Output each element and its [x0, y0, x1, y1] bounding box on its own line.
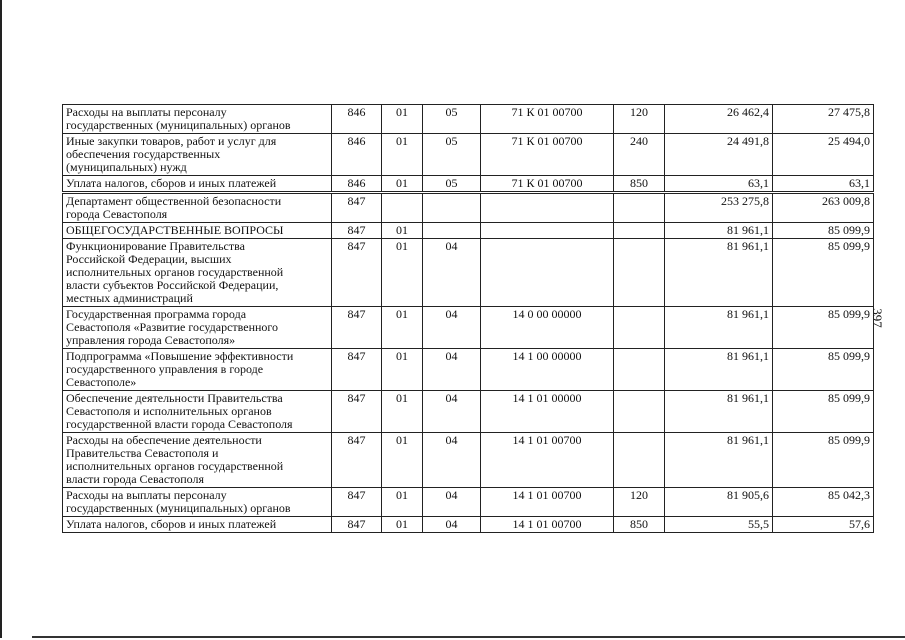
cell-amount-year1: 81 961,1 [665, 239, 773, 307]
budget-table-body [63, 105, 874, 533]
cell-admin-code: 847 [332, 488, 382, 517]
cell-target-article: 14 1 01 00700 [481, 433, 614, 488]
table-row [63, 517, 874, 533]
cell-admin-code: 846 [332, 176, 382, 193]
cell-expense-type [614, 349, 665, 391]
cell-name: Подпрограмма «Повышение эффективности государственного управления в городе Севастополе» [63, 349, 332, 391]
cell-section: 01 [382, 134, 423, 176]
cell-amount-year2: 85 099,9 [773, 391, 874, 433]
cell-amount-year1: 26 462,4 [665, 105, 773, 134]
cell-admin-code: 847 [332, 349, 382, 391]
cell-admin-code: 847 [332, 239, 382, 307]
cell-subsection: 05 [423, 134, 481, 176]
cell-amount-year1: 253 275,8 [665, 193, 773, 223]
table-row [63, 239, 874, 307]
cell-admin-code: 847 [332, 193, 382, 223]
cell-target-article: 71 К 01 00700 [481, 176, 614, 193]
cell-subsection: 04 [423, 307, 481, 349]
cell-subsection [423, 223, 481, 239]
cell-amount-year2: 25 494,0 [773, 134, 874, 176]
budget-table [62, 104, 874, 533]
cell-admin-code: 847 [332, 391, 382, 433]
cell-name: Уплата налогов, сборов и иных платежей [63, 176, 332, 193]
cell-section: 01 [382, 239, 423, 307]
cell-amount-year1: 55,5 [665, 517, 773, 533]
cell-section: 01 [382, 307, 423, 349]
cell-section: 01 [382, 349, 423, 391]
cell-target-article: 14 1 01 00700 [481, 488, 614, 517]
cell-amount-year2: 57,6 [773, 517, 874, 533]
cell-subsection: 04 [423, 349, 481, 391]
cell-subsection [423, 193, 481, 223]
cell-name: Обеспечение деятельности Правительства Севастополя и исполнительных органов государственной власти города Севастополя [63, 391, 332, 433]
cell-amount-year2: 85 042,3 [773, 488, 874, 517]
cell-subsection: 04 [423, 488, 481, 517]
cell-expense-type [614, 307, 665, 349]
cell-target-article: 14 0 00 00000 [481, 307, 614, 349]
cell-expense-type: 850 [614, 517, 665, 533]
table-row [63, 105, 874, 134]
cell-amount-year1: 63,1 [665, 176, 773, 193]
cell-amount-year2: 85 099,9 [773, 433, 874, 488]
cell-amount-year2: 263 009,8 [773, 193, 874, 223]
cell-admin-code: 847 [332, 307, 382, 349]
cell-target-article [481, 193, 614, 223]
cell-subsection: 05 [423, 105, 481, 134]
cell-admin-code: 847 [332, 517, 382, 533]
cell-name: ОБЩЕГОСУДАРСТВЕННЫЕ ВОПРОСЫ [63, 223, 332, 239]
cell-amount-year2: 63,1 [773, 176, 874, 193]
cell-section: 01 [382, 391, 423, 433]
cell-name: Уплата налогов, сборов и иных платежей [63, 517, 332, 533]
cell-section: 01 [382, 223, 423, 239]
scan-bottom-line [32, 636, 905, 638]
cell-amount-year2: 85 099,9 [773, 307, 874, 349]
cell-expense-type: 120 [614, 105, 665, 134]
page-number: 397 [870, 308, 885, 328]
cell-section: 01 [382, 105, 423, 134]
cell-section [382, 193, 423, 223]
cell-target-article [481, 223, 614, 239]
cell-amount-year2: 27 475,8 [773, 105, 874, 134]
cell-expense-type: 120 [614, 488, 665, 517]
cell-name: Расходы на выплаты персоналу государственных (муниципальных) органов [63, 105, 332, 134]
cell-amount-year2: 85 099,9 [773, 239, 874, 307]
cell-admin-code: 846 [332, 105, 382, 134]
cell-name: Функционирование Правительства Российской Федерации, высших исполнительных органов государственной власти субъектов Российской Федерации, местных администраций [63, 239, 332, 307]
cell-target-article: 14 1 00 00000 [481, 349, 614, 391]
cell-amount-year1: 81 961,1 [665, 349, 773, 391]
table-row [63, 193, 874, 223]
cell-amount-year1: 81 905,6 [665, 488, 773, 517]
cell-amount-year1: 81 961,1 [665, 223, 773, 239]
table-row [63, 307, 874, 349]
cell-section: 01 [382, 517, 423, 533]
cell-name: Расходы на выплаты персоналу государственных (муниципальных) органов [63, 488, 332, 517]
cell-expense-type [614, 433, 665, 488]
cell-target-article [481, 239, 614, 307]
cell-subsection: 04 [423, 433, 481, 488]
cell-name: Расходы на обеспечение деятельности Правительства Севастополя и исполнительных органов государственной власти города Севастополя [63, 433, 332, 488]
cell-target-article: 14 1 01 00700 [481, 517, 614, 533]
cell-section: 01 [382, 488, 423, 517]
cell-section: 01 [382, 433, 423, 488]
cell-subsection: 04 [423, 517, 481, 533]
cell-target-article: 71 К 01 00700 [481, 105, 614, 134]
cell-amount-year2: 85 099,9 [773, 349, 874, 391]
cell-admin-code: 847 [332, 223, 382, 239]
cell-subsection: 04 [423, 391, 481, 433]
table-row [63, 391, 874, 433]
cell-expense-type [614, 239, 665, 307]
cell-amount-year1: 81 961,1 [665, 307, 773, 349]
cell-expense-type: 240 [614, 134, 665, 176]
cell-subsection: 04 [423, 239, 481, 307]
cell-amount-year2: 85 099,9 [773, 223, 874, 239]
cell-amount-year1: 81 961,1 [665, 433, 773, 488]
cell-admin-code: 846 [332, 134, 382, 176]
cell-name: Иные закупки товаров, работ и услуг для обеспечения государственных (муниципальных) нужд [63, 134, 332, 176]
cell-expense-type [614, 193, 665, 223]
cell-admin-code: 847 [332, 433, 382, 488]
cell-section: 01 [382, 176, 423, 193]
cell-amount-year1: 24 491,8 [665, 134, 773, 176]
table-row [63, 134, 874, 176]
cell-expense-type [614, 223, 665, 239]
cell-expense-type [614, 391, 665, 433]
table-row [63, 223, 874, 239]
cell-expense-type: 850 [614, 176, 665, 193]
table-row [63, 349, 874, 391]
cell-amount-year1: 81 961,1 [665, 391, 773, 433]
cell-name: Департамент общественной безопасности города Севастополя [63, 193, 332, 223]
cell-target-article: 71 К 01 00700 [481, 134, 614, 176]
cell-subsection: 05 [423, 176, 481, 193]
table-row [63, 488, 874, 517]
table-row [63, 433, 874, 488]
cell-target-article: 14 1 01 00000 [481, 391, 614, 433]
cell-name: Государственная программа города Севастополя «Развитие государственного управления города Севастополя» [63, 307, 332, 349]
table-row [63, 176, 874, 193]
